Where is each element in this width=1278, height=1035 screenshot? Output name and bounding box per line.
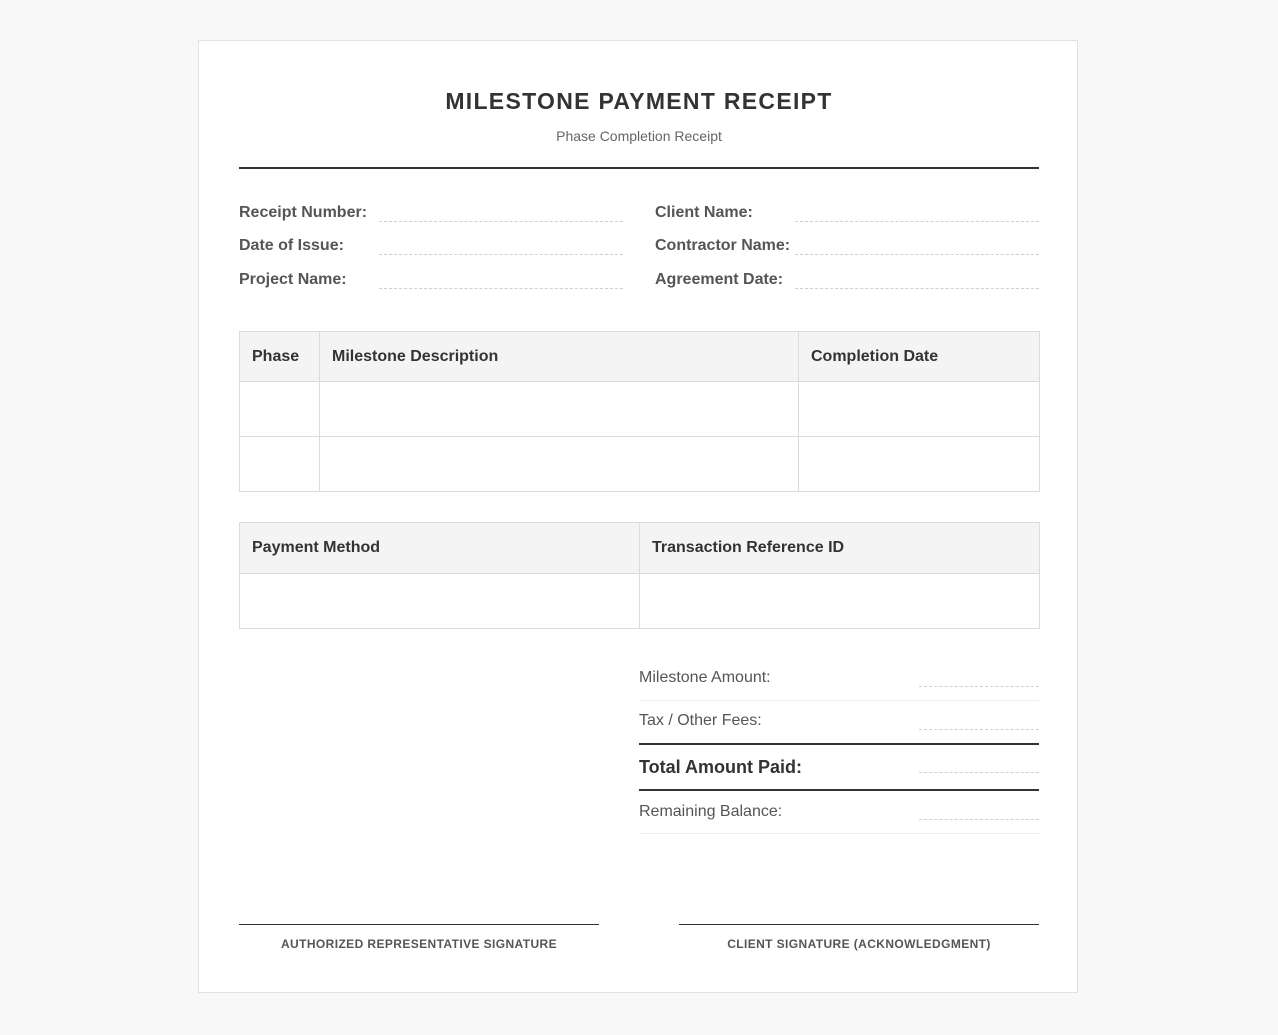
phase-cell[interactable] <box>240 382 320 437</box>
client-name-input[interactable] <box>795 221 1039 222</box>
phase-cell[interactable] <box>240 437 320 492</box>
completion-date-cell[interactable] <box>799 437 1040 492</box>
tax-fees-row <box>639 701 1039 743</box>
receipt-title: MILESTONE PAYMENT RECEIPT <box>445 88 833 114</box>
column-header-completion-date: Completion Date <box>799 332 1040 382</box>
client-signature-block[interactable] <box>679 924 1039 951</box>
date-of-issue-input[interactable] <box>379 254 623 255</box>
column-header-milestone-description: Milestone Description <box>320 332 799 382</box>
receipt-page <box>198 40 1078 993</box>
column-header-phase: Phase <box>240 332 320 382</box>
table-row <box>240 382 1040 437</box>
table-header-row <box>240 523 1040 574</box>
milestone-amount-value[interactable] <box>919 686 1039 687</box>
completion-date-cell[interactable] <box>799 382 1040 437</box>
receipt-number-label: Receipt Number: <box>239 204 368 221</box>
project-name-field <box>239 268 623 294</box>
authorized-signature-label: AUTHORIZED REPRESENTATIVE SIGNATURE <box>280 937 557 951</box>
agreement-date-label: Agreement Date: <box>655 271 784 288</box>
receipt-number-input[interactable] <box>379 221 623 222</box>
agreement-date-field <box>655 268 1039 294</box>
contractor-name-field <box>655 234 1039 260</box>
total-paid-value[interactable] <box>919 772 1039 773</box>
remaining-balance-value[interactable] <box>919 819 1039 820</box>
milestone-amount-label: Milestone Amount: <box>639 669 771 686</box>
table-row <box>240 437 1040 492</box>
milestone-description-cell[interactable] <box>320 437 799 492</box>
milestone-description-cell[interactable] <box>320 382 799 437</box>
transaction-reference-cell[interactable] <box>640 574 1040 629</box>
project-name-input[interactable] <box>379 288 623 289</box>
project-name-label: Project Name: <box>239 271 347 288</box>
title-divider <box>239 167 1039 169</box>
remaining-balance-row <box>639 791 1039 834</box>
authorized-signature-block[interactable] <box>239 924 599 951</box>
client-name-field <box>655 201 1039 227</box>
receipt-subtitle: Phase Completion Receipt <box>556 128 722 144</box>
column-header-transaction-reference-id: Transaction Reference ID <box>640 523 1040 574</box>
milestone-amount-row <box>639 659 1039 701</box>
contractor-name-label: Contractor Name: <box>655 237 791 254</box>
table-row <box>240 574 1040 629</box>
totals-section <box>639 659 1039 834</box>
client-signature-label: CLIENT SIGNATURE (ACKNOWLEDGMENT) <box>727 937 991 951</box>
milestones-table <box>239 331 1040 492</box>
date-of-issue-label: Date of Issue: <box>239 237 344 254</box>
tax-fees-value[interactable] <box>919 729 1039 730</box>
contractor-name-input[interactable] <box>795 254 1039 255</box>
date-of-issue-field <box>239 234 623 260</box>
agreement-date-input[interactable] <box>795 288 1039 289</box>
table-header-row <box>240 332 1040 382</box>
client-name-label: Client Name: <box>655 204 753 221</box>
column-header-payment-method: Payment Method <box>240 523 640 574</box>
payment-table <box>239 522 1040 629</box>
total-paid-label: Total Amount Paid: <box>639 757 802 777</box>
total-paid-row <box>639 743 1039 791</box>
remaining-balance-label: Remaining Balance: <box>639 803 783 820</box>
receipt-number-field <box>239 201 623 227</box>
tax-fees-label: Tax / Other Fees: <box>639 712 762 729</box>
payment-method-cell[interactable] <box>240 574 640 629</box>
